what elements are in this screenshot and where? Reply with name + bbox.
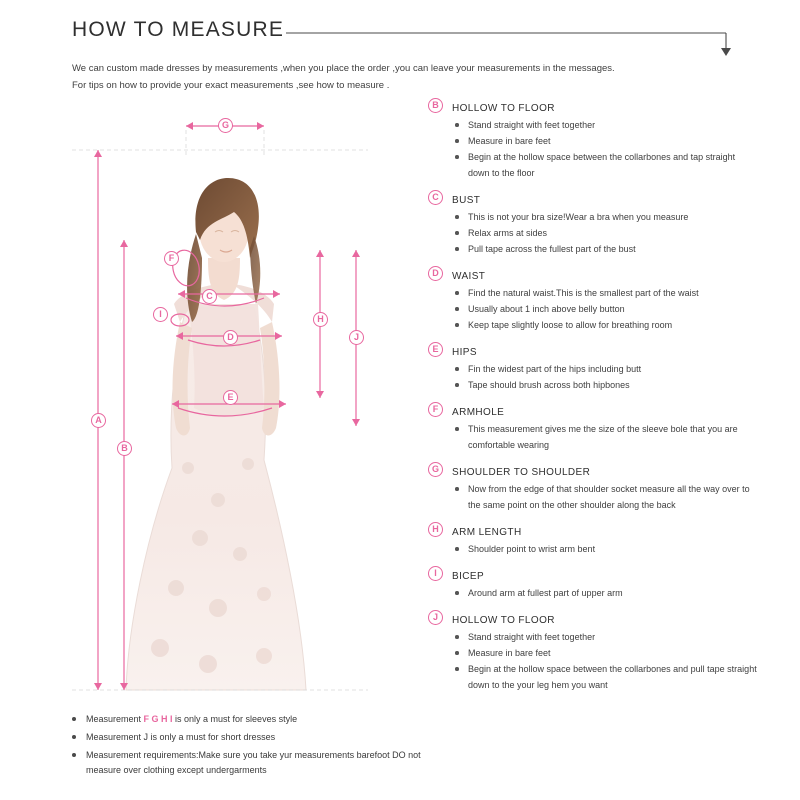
instruction-text: Fin the widest part of the hips including butt xyxy=(468,364,642,374)
bullet-dot-icon xyxy=(455,383,459,387)
bullet-dot-icon xyxy=(455,323,459,327)
bullet-dot-icon xyxy=(455,651,459,655)
section-title: BICEP xyxy=(452,571,485,582)
marker-a: A xyxy=(91,413,106,428)
bullet-dot-icon xyxy=(72,753,76,757)
header-arrow-icon xyxy=(286,31,732,59)
bullet-dot-icon xyxy=(455,123,459,127)
instruction-text: Measure in bare feet xyxy=(468,136,551,146)
measurement-figure xyxy=(68,108,418,708)
intro-text xyxy=(72,60,672,94)
instruction-item xyxy=(428,585,758,601)
section-title: ARM LENGTH xyxy=(452,527,522,538)
dress-illustration xyxy=(68,108,418,708)
marker-j: J xyxy=(349,330,364,345)
bullet-dot-icon xyxy=(455,247,459,251)
intro-line-2: For tips on how to provide your exact measurements ,see how to measure . xyxy=(72,80,390,91)
note-pre: Measurement J is only a must for short dresses xyxy=(86,732,276,742)
bullet-dot-icon xyxy=(455,231,459,235)
marker-g: G xyxy=(218,118,233,133)
instruction-item xyxy=(428,377,758,393)
section-title: WAIST xyxy=(452,271,486,282)
marker-i: I xyxy=(153,307,168,322)
measurement-instructions xyxy=(428,98,758,702)
bullet-dot-icon xyxy=(455,487,459,491)
bullet-dot-icon xyxy=(455,139,459,143)
section-hollow-to-floor-j xyxy=(428,610,758,693)
marker-h: H xyxy=(313,312,328,327)
section-waist xyxy=(428,266,758,333)
instruction-text: This measurement gives me the size of the sleeve bole that you are comfortable wearing xyxy=(468,424,738,450)
instruction-item xyxy=(428,629,758,645)
instruction-text: Usually about 1 inch above belly button xyxy=(468,304,625,314)
section-title: HOLLOW TO FLOOR xyxy=(452,615,555,626)
bullet-dot-icon xyxy=(455,291,459,295)
page-title: HOW TO MEASURE xyxy=(72,18,285,41)
instruction-item xyxy=(428,133,758,149)
note-item xyxy=(68,730,428,745)
note-pre: Measurement xyxy=(86,714,144,724)
instruction-item xyxy=(428,645,758,661)
bullet-dot-icon xyxy=(455,367,459,371)
instruction-text: This is not your bra size!Wear a bra when you measure xyxy=(468,212,689,222)
instruction-item xyxy=(428,285,758,301)
instruction-item xyxy=(428,241,758,257)
section-bust xyxy=(428,190,758,257)
section-badge-d: D xyxy=(428,266,443,281)
instruction-item xyxy=(428,421,758,453)
instruction-text: Measure in bare feet xyxy=(468,648,551,658)
section-bicep xyxy=(428,566,758,601)
section-title: HIPS xyxy=(452,347,477,358)
instruction-item xyxy=(428,317,758,333)
footer-notes xyxy=(68,712,428,781)
section-hollow-to-floor-b xyxy=(428,98,758,181)
instruction-text: Tape should brush across both hipbones xyxy=(468,380,630,390)
marker-f: F xyxy=(164,251,179,266)
section-hips xyxy=(428,342,758,393)
bullet-dot-icon xyxy=(455,215,459,219)
note-highlight: F G H I xyxy=(143,714,173,724)
section-badge-e: E xyxy=(428,342,443,357)
bullet-dot-icon xyxy=(455,155,459,159)
section-badge-c: C xyxy=(428,190,443,205)
note-item xyxy=(68,712,428,727)
section-armhole xyxy=(428,402,758,453)
instruction-text: Pull tape across the fullest part of the bust xyxy=(468,244,636,254)
instruction-item xyxy=(428,481,758,513)
section-title: ARMHOLE xyxy=(452,407,505,418)
instruction-text: Keep tape slightly loose to allow for breathing room xyxy=(468,320,673,330)
section-title: HOLLOW TO FLOOR xyxy=(452,103,555,114)
instruction-item xyxy=(428,225,758,241)
instruction-text: Relax arms at sides xyxy=(468,228,548,238)
bullet-dot-icon xyxy=(455,427,459,431)
instruction-item xyxy=(428,301,758,317)
section-badge-f: F xyxy=(428,402,443,417)
page-header xyxy=(0,0,800,56)
marker-d: D xyxy=(223,330,238,345)
section-title: SHOULDER TO SHOULDER xyxy=(452,467,591,478)
instruction-text: Begin at the hollow space between the collarbones and tap straight down to the floor xyxy=(468,152,736,178)
instruction-item xyxy=(428,209,758,225)
section-title: BUST xyxy=(452,195,481,206)
instruction-text: Now from the edge of that shoulder socket measure all the way over to the same point on the other shoulder along the back xyxy=(468,484,750,510)
instruction-item xyxy=(428,361,758,377)
bullet-dot-icon xyxy=(455,547,459,551)
instruction-item xyxy=(428,661,758,693)
section-badge-h: H xyxy=(428,522,443,537)
section-shoulder-to-shoulder xyxy=(428,462,758,513)
instruction-text: Find the natural waist.This is the smallest part of the waist xyxy=(468,288,699,298)
bullet-dot-icon xyxy=(72,735,76,739)
note-pre: Measurement requirements:Make sure you take yur measurements barefoot DO not measure over clothing except undergarments xyxy=(86,750,421,775)
intro-line-1: We can custom made dresses by measurements ,when you place the order ,you can leave your measurements in the messages. xyxy=(72,63,615,74)
instruction-text: Around arm at fullest part of upper arm xyxy=(468,588,623,598)
instruction-text: Shoulder point to wrist arm bent xyxy=(468,544,596,554)
instruction-item xyxy=(428,149,758,181)
instruction-item xyxy=(428,117,758,133)
instruction-text: Stand straight with feet together xyxy=(468,632,596,642)
marker-e: E xyxy=(223,390,238,405)
marker-c: C xyxy=(202,289,217,304)
section-badge-i: I xyxy=(428,566,443,581)
bullet-dot-icon xyxy=(455,591,459,595)
section-badge-b: B xyxy=(428,98,443,113)
marker-b: B xyxy=(117,441,132,456)
instruction-item xyxy=(428,541,758,557)
instruction-text: Stand straight with feet together xyxy=(468,120,596,130)
note-item xyxy=(68,748,428,778)
section-badge-g: G xyxy=(428,462,443,477)
instruction-text: Begin at the hollow space between the collarbones and pull tape straight down to the your leg hem you want xyxy=(468,664,757,690)
section-arm-length xyxy=(428,522,758,557)
bullet-dot-icon xyxy=(72,717,76,721)
bullet-dot-icon xyxy=(455,667,459,671)
bullet-dot-icon xyxy=(455,307,459,311)
section-badge-j: J xyxy=(428,610,443,625)
note-post: is only a must for sleeves style xyxy=(172,714,298,724)
bullet-dot-icon xyxy=(455,635,459,639)
